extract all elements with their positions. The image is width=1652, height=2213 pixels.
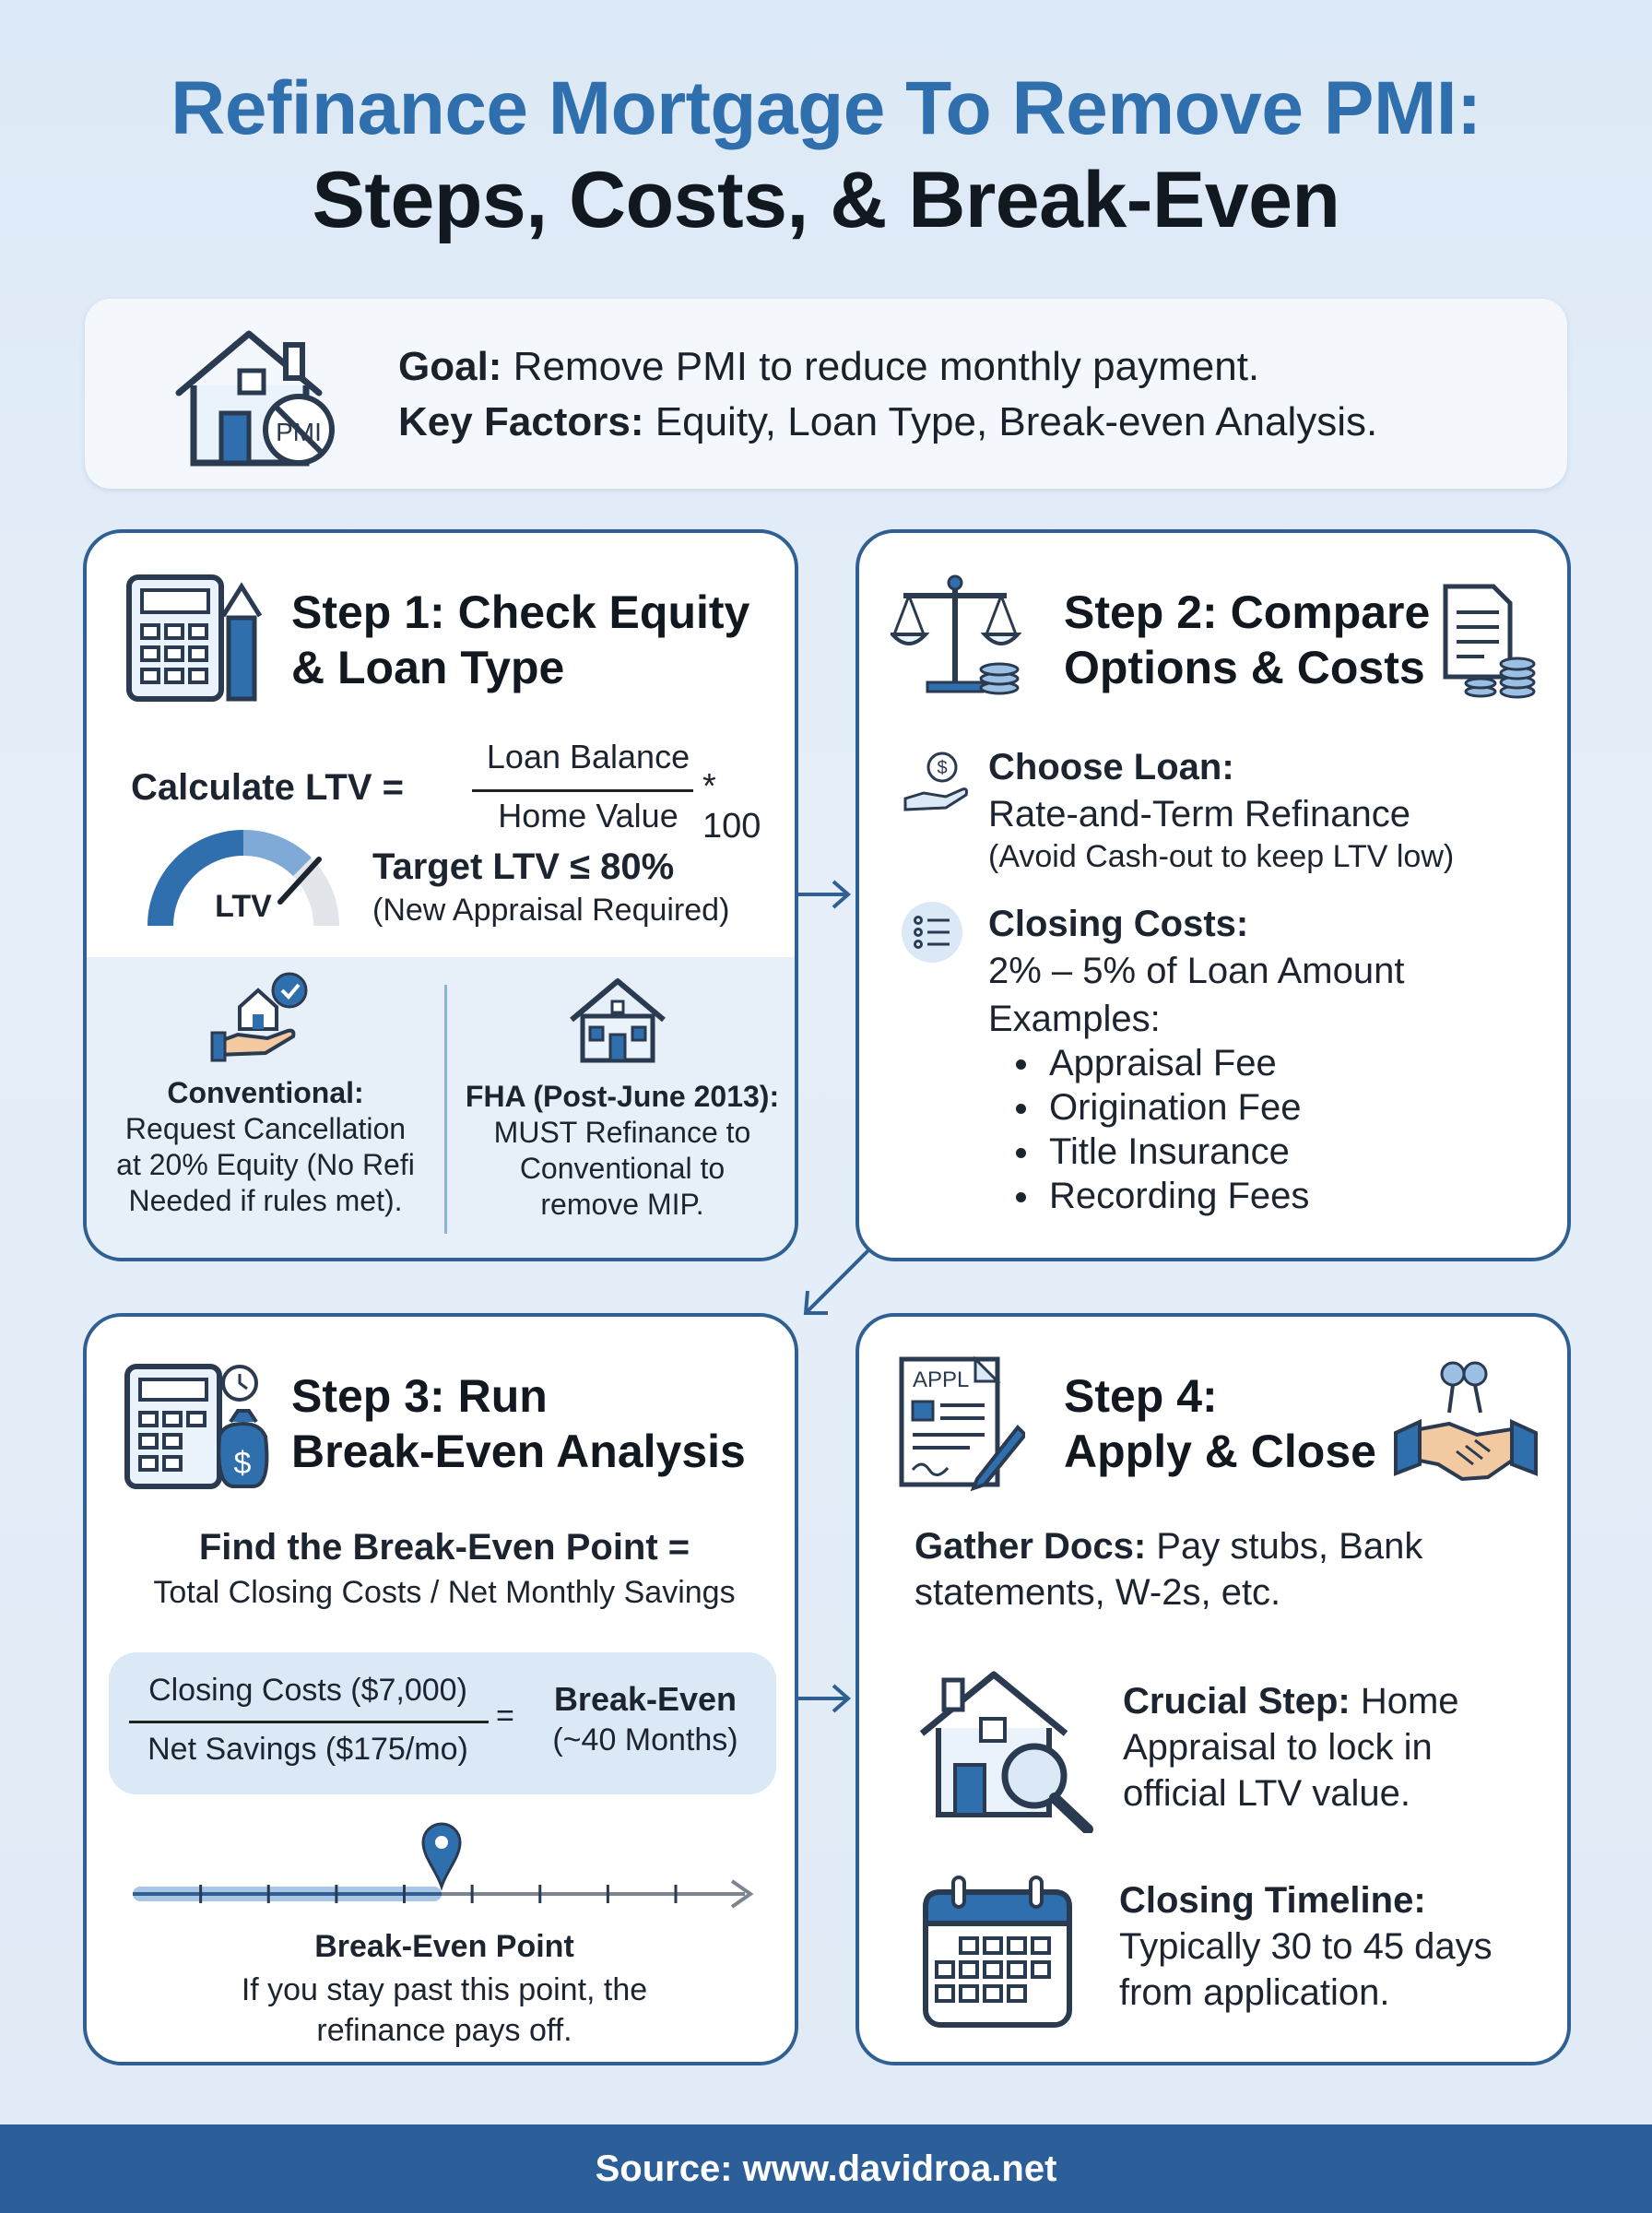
list-item: Appraisal Fee [988,1041,1404,1085]
formula-denominator: Home Value [498,797,678,834]
list-item: Title Insurance [988,1130,1404,1174]
calc-denominator: Net Savings ($175/mo) [148,1732,468,1767]
factors-label: Key Factors: [398,399,644,444]
break-even-calculation [109,1652,776,1794]
hand-dollar-icon [902,751,972,815]
closing-costs-label: Closing Costs: [988,904,1249,944]
choose-loan-label: Choose Loan: [988,747,1234,787]
pmi-badge-text: PMI [276,418,322,446]
step-2-card [856,529,1571,1261]
application-form-icon [896,1354,1025,1492]
ltv-gauge [142,824,345,935]
timeline-description: If you stay past this point, the refinance pays off. [241,1972,648,2048]
loan-type-options [87,957,798,1261]
find-break-even-label: Find the Break-Even Point = [198,1527,690,1568]
house-magnifier-icon [916,1667,1101,1833]
formula-numerator: Loan Balance [486,738,690,775]
target-note: (New Appraisal Required) [372,893,730,928]
choose-loan-note: (Avoid Cash-out to keep LTV low) [988,839,1455,874]
map-pin-icon [423,1824,460,1887]
arrow-right-icon [793,1671,857,1726]
scale-coins-icon [891,570,1029,699]
step-3-title: Step 3: Run Break-Even Analysis [291,1370,746,1477]
step-2-title: Step 2: Compare Options & Costs [1064,586,1431,693]
arrow-right-icon [793,867,857,922]
target-ltv: Target LTV ≤ 80% [372,846,675,887]
closing-costs-range: 2% – 5% of Loan Amount [988,951,1405,991]
step-1-card [83,529,798,1261]
gather-docs: Gather Docs: Pay stubs, Bank statements, W-2s, etc. [914,1526,1423,1613]
timeline-label: Break-Even Point [314,1929,574,1964]
crucial-step: Crucial Step: Home Appraisal to lock in official LTV value. [1123,1681,1459,1814]
list-icon [900,900,964,964]
step-4-card [856,1313,1571,2065]
step-4-title: Step 4: Apply & Close [1064,1370,1376,1477]
conventional-option: Conventional: Request Cancellation at 20% Equity (No Refi Needed if rules met). [116,1076,415,1217]
list-item: Recording Fees [988,1174,1404,1218]
calc-numerator: Closing Costs ($7,000) [148,1673,467,1708]
examples-list [988,1041,1404,1218]
find-break-even-formula: Total Closing Costs / Net Monthly Savings [153,1575,736,1610]
calc-result-label: Break-Even [553,1680,738,1718]
choose-loan-line: Rate-and-Term Refinance [988,794,1410,834]
svg-text:$: $ [937,758,948,778]
formula-label: Calculate LTV = [131,767,405,808]
svg-text:$: $ [233,1446,252,1481]
examples-label: Examples: [988,999,1161,1039]
closing-costs-block [988,904,1404,1218]
formula-multiplier: * 100 [702,767,761,846]
calculator-money-icon [124,1363,271,1492]
calc-equals: = [496,1698,514,1734]
step-1-title: Step 1: Check Equity & Loan Type [291,586,750,693]
calendar-icon [920,1874,1077,2030]
choose-loan-block [988,747,1454,877]
goal-label: Goal: [398,344,502,389]
hand-house-check-icon [210,970,312,1062]
source-footer: Source: www.davidroa.net [0,2124,1652,2213]
list-item: Origination Fee [988,1085,1404,1130]
goal-box [85,299,1567,489]
goal-value: Remove PMI to reduce monthly payment. [502,344,1260,389]
page-title [0,65,1652,247]
arrow-down-left-icon [798,1247,876,1320]
calculator-icon [125,574,264,703]
calc-result-value: (~40 Months) [552,1722,738,1757]
closing-timeline: Closing Timeline: Typically 30 to 45 days from application. [1119,1880,1493,2013]
house-no-pmi-icon [168,317,343,474]
title-line-1: Refinance Mortgage To Remove PMI: [171,66,1481,150]
gauge-label: LTV [215,889,272,924]
title-line-2: Steps, Costs, & Break-Even [312,155,1340,244]
house-icon [566,974,669,1066]
map-pin-dot [435,1836,448,1849]
break-even-timeline [124,1820,769,1922]
handshake-keys-icon [1392,1355,1540,1485]
appl-badge-text: APPL [913,1367,970,1392]
factors-value: Equity, Loan Type, Break-even Analysis. [643,399,1378,444]
goal-text [398,339,1377,450]
document-coins-icon [1436,581,1538,701]
fha-option: FHA (Post-June 2013): MUST Refinance to Conventional to remove MIP. [465,1080,780,1221]
step-3-card [83,1313,798,2065]
